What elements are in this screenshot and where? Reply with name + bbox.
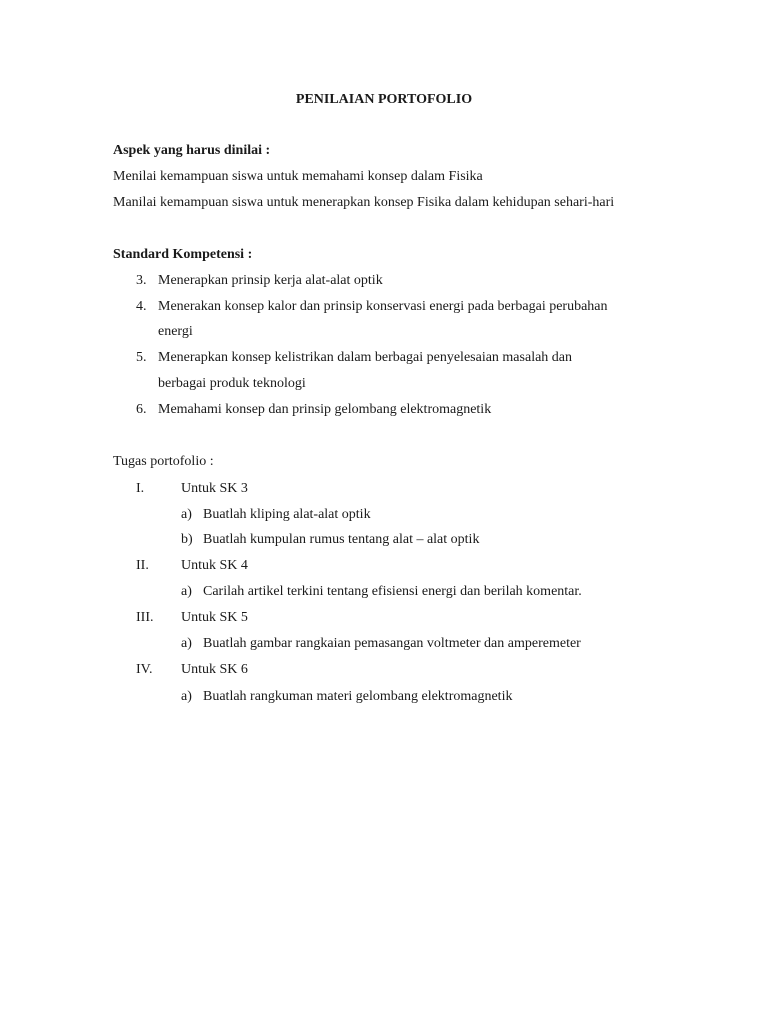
tugas-group-numeral: IV. bbox=[136, 662, 153, 677]
tugas-sub-letter: a) bbox=[181, 636, 192, 651]
tugas-group-numeral: II. bbox=[136, 558, 149, 573]
standard-item-text: Menerakan konsep kalor dan prinsip konservasi energi pada berbagai perubahan bbox=[158, 299, 608, 314]
tugas-group-numeral: I. bbox=[136, 481, 145, 496]
tugas-group-label: Untuk SK 4 bbox=[181, 558, 248, 573]
tugas-sub-letter: a) bbox=[181, 584, 192, 599]
tugas-sub-letter: a) bbox=[181, 689, 192, 704]
aspek-line: Menilai kemampuan siswa untuk memahami konsep dalam Fisika bbox=[113, 169, 483, 184]
tugas-group-label: Untuk SK 5 bbox=[181, 610, 248, 625]
standard-item-text: berbagai produk teknologi bbox=[158, 376, 306, 391]
aspek-line: Manilai kemampuan siswa untuk menerapkan konsep Fisika dalam kehidupan sehari-hari bbox=[113, 195, 615, 210]
tugas-group-numeral: III. bbox=[136, 610, 154, 625]
aspek-heading: Aspek yang harus dinilai : bbox=[113, 143, 271, 158]
tugas-sub-letter: a) bbox=[181, 507, 192, 522]
standard-item-number: 4. bbox=[136, 299, 147, 314]
tugas-sub-text: Buatlah kliping alat-alat optik bbox=[203, 507, 371, 522]
tugas-sub-text: Carilah artikel terkini tentang efisiensi energi dan berilah komentar. bbox=[203, 584, 582, 599]
standard-item-text: Memahami konsep dan prinsip gelombang elektromagnetik bbox=[158, 402, 492, 417]
tugas-sub-text: Buatlah gambar rangkaian pemasangan voltmeter dan amperemeter bbox=[203, 636, 581, 651]
standard-item-number: 5. bbox=[136, 350, 147, 365]
standard-item-text: Menerapkan prinsip kerja alat-alat optik bbox=[158, 273, 383, 288]
standard-item-number: 3. bbox=[136, 273, 147, 288]
standard-heading: Standard Kompetensi : bbox=[113, 247, 253, 262]
standard-item-text: Menerapkan konsep kelistrikan dalam berbagai penyelesaian masalah dan bbox=[158, 350, 573, 365]
tugas-sub-text: Buatlah kumpulan rumus tentang alat – alat optik bbox=[203, 532, 480, 547]
tugas-heading: Tugas portofolio : bbox=[113, 454, 214, 469]
page-title: PENILAIAN PORTOFOLIO bbox=[295, 92, 473, 107]
tugas-sub-letter: b) bbox=[181, 532, 193, 547]
tugas-group-label: Untuk SK 3 bbox=[181, 481, 248, 496]
standard-item-text: energi bbox=[158, 324, 193, 339]
tugas-group-label: Untuk SK 6 bbox=[181, 662, 248, 677]
standard-item-number: 6. bbox=[136, 402, 147, 417]
tugas-sub-text: Buatlah rangkuman materi gelombang elektromagnetik bbox=[203, 689, 513, 704]
